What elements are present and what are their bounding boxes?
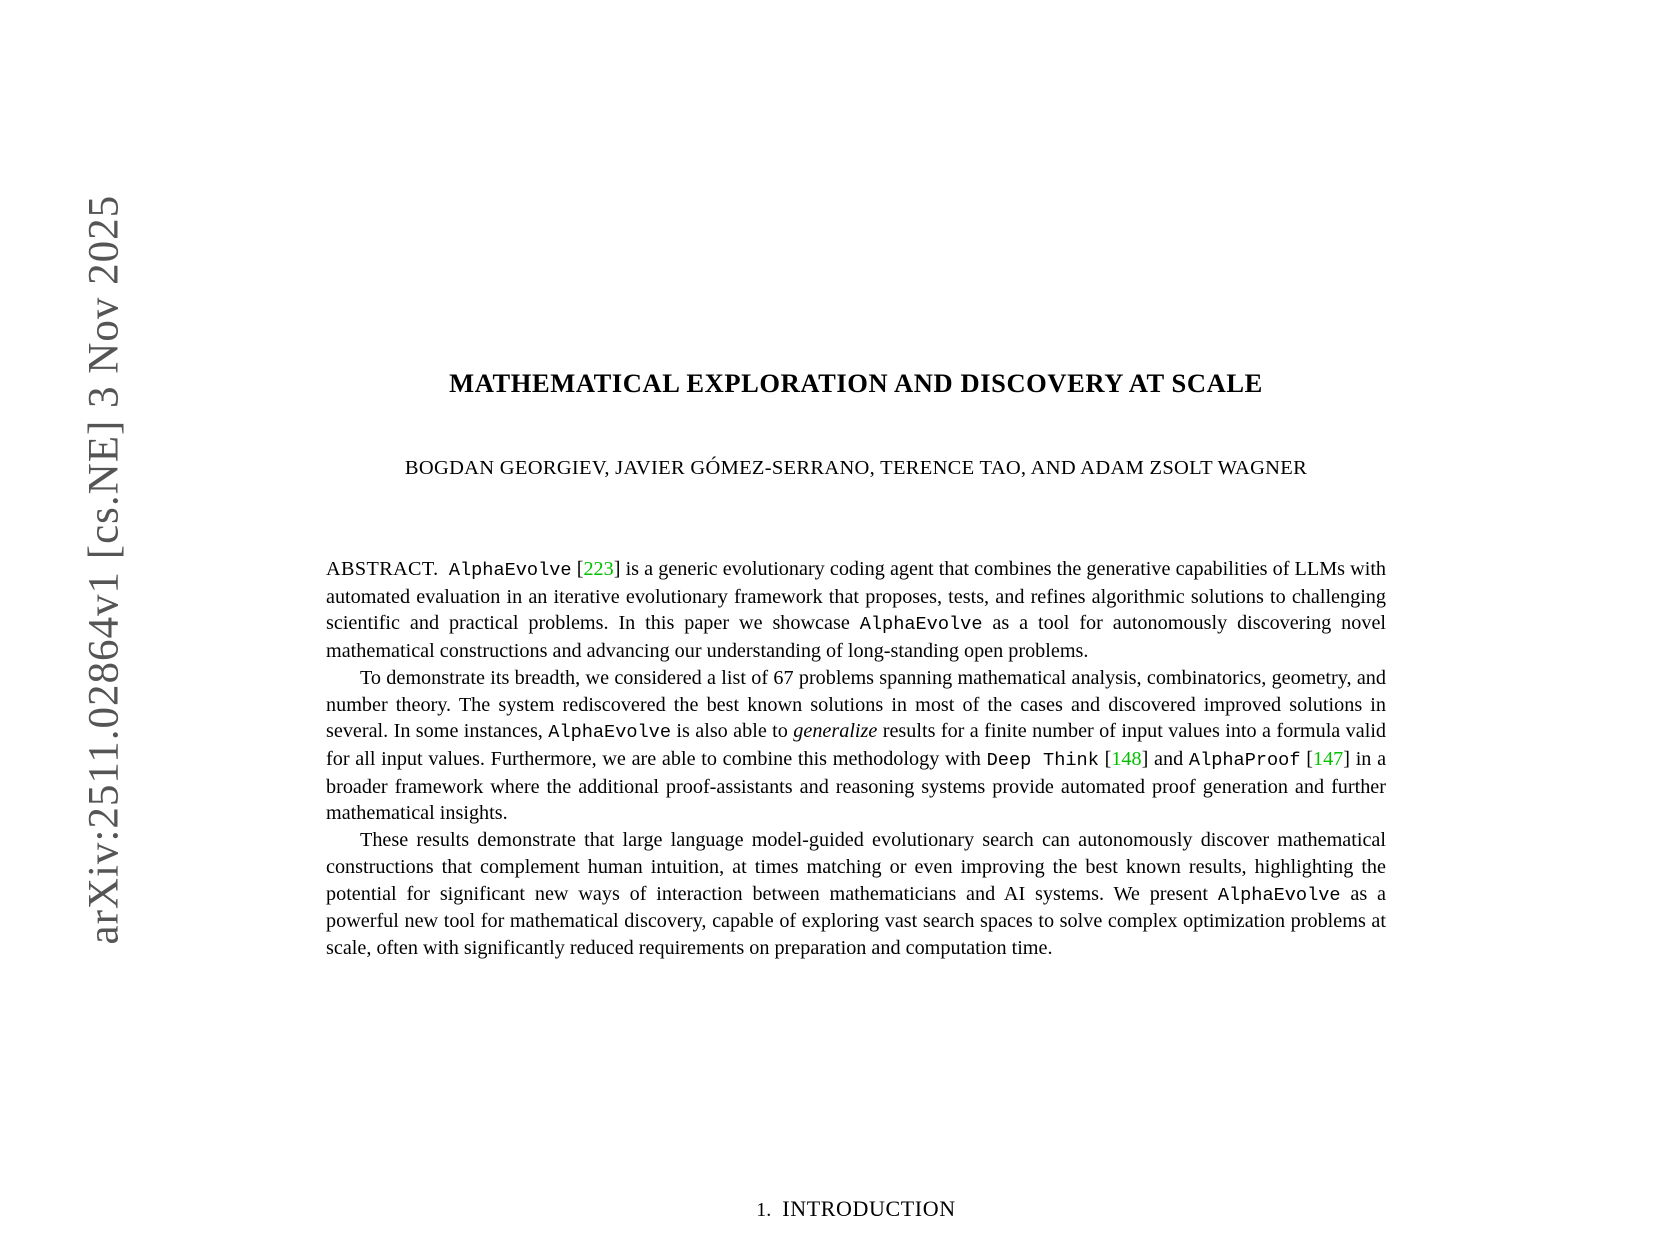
abstract-p1-b: as a tool for autonomously discovering novel mathematical constructions and advancing our understanding of long-standing open problems. bbox=[326, 612, 1387, 663]
abstract-p2-c: results for a finite number of input values into a formula valid for all input values. Furthermore, we are able to combine this methodology with bbox=[326, 720, 1387, 770]
bracket-close: ] bbox=[1343, 747, 1350, 770]
arxiv-stamp: arXiv:2511.02864v1 [cs.NE] 3 Nov 2025 bbox=[80, 194, 128, 945]
paper-content bbox=[326, 0, 1386, 962]
bracket-open: [ bbox=[576, 558, 584, 580]
alphaevolve-token: AlphaEvolve bbox=[548, 722, 671, 744]
abstract-p2-a: To demonstrate its breadth, we considered a list of 67 problems spanning mathematical analysis, combinatorics, geometry, and number theory. The system rediscovered the best known solutions in most of the cases and discovered improved solutions in several. In some instances, bbox=[326, 666, 1386, 743]
abstract-label: ABSTRACT. bbox=[326, 558, 439, 580]
alphaevolve-token: AlphaEvolve bbox=[859, 614, 983, 636]
abstract-p2-b: is also able to bbox=[676, 720, 788, 743]
citation-link-147[interactable]: 147 bbox=[1312, 747, 1344, 770]
generalize-emphasis: generalize bbox=[793, 720, 878, 743]
abstract-paragraph-2 bbox=[326, 665, 1386, 827]
citation-link-148[interactable]: 148 bbox=[1111, 747, 1142, 770]
abstract-p2-e: in a broader framework where the additional proof-assistants and reasoning systems provide automated proof generation and further mathematical insights. bbox=[326, 747, 1387, 825]
section-heading-introduction bbox=[326, 1196, 1386, 1222]
alphaevolve-token: AlphaEvolve bbox=[1217, 884, 1341, 906]
deep-think-token: Deep Think bbox=[986, 749, 1099, 771]
bracket-close: ] bbox=[1141, 747, 1149, 770]
abstract-section bbox=[326, 556, 1386, 962]
bracket-open: [ bbox=[1306, 747, 1313, 770]
section-title: INTRODUCTION bbox=[782, 1196, 956, 1221]
section-number: 1. bbox=[756, 1199, 772, 1221]
bracket-open: [ bbox=[1104, 747, 1112, 770]
abstract-p1-a: is a generic evolutionary coding agent that combines the generative capabilities of LLMs with automated evaluation in an iterative evolutionary framework that proposes, tests, and refines algorithmic solutions to challenging scientific and practical problems. In this paper we showcase bbox=[326, 558, 1387, 635]
alphaproof-token: AlphaProof bbox=[1188, 749, 1301, 771]
abstract-p3-b: as a powerful new tool for mathematical discovery, capable of exploring vast search spaces to solve complex optimization problems at scale, often with significantly reduced requirements on preparation and computation time. bbox=[326, 882, 1386, 960]
bracket-close: ] bbox=[613, 558, 621, 580]
citation-link-223[interactable]: 223 bbox=[583, 558, 614, 580]
alphaevolve-token: AlphaEvolve bbox=[448, 560, 572, 581]
abstract-p3-a: These results demonstrate that large language model-guided evolutionary search can autonomously discover mathematical constructions that complement human intuition, at times matching or even improving the best known results, highlighting the potential for significant new ways of interaction between mathematicians and AI systems. We present bbox=[326, 829, 1386, 905]
abstract-p2-d: and bbox=[1154, 747, 1184, 770]
abstract-paragraph-1 bbox=[326, 556, 1386, 665]
page-title: MATHEMATICAL EXPLORATION AND DISCOVERY AT SCALE bbox=[449, 368, 1263, 398]
author-list: BOGDAN GEORGIEV, JAVIER GÓMEZ-SERRANO, TERENCE TAO, AND ADAM ZSOLT WAGNER bbox=[404, 457, 1308, 479]
abstract-paragraph-3 bbox=[326, 827, 1386, 962]
